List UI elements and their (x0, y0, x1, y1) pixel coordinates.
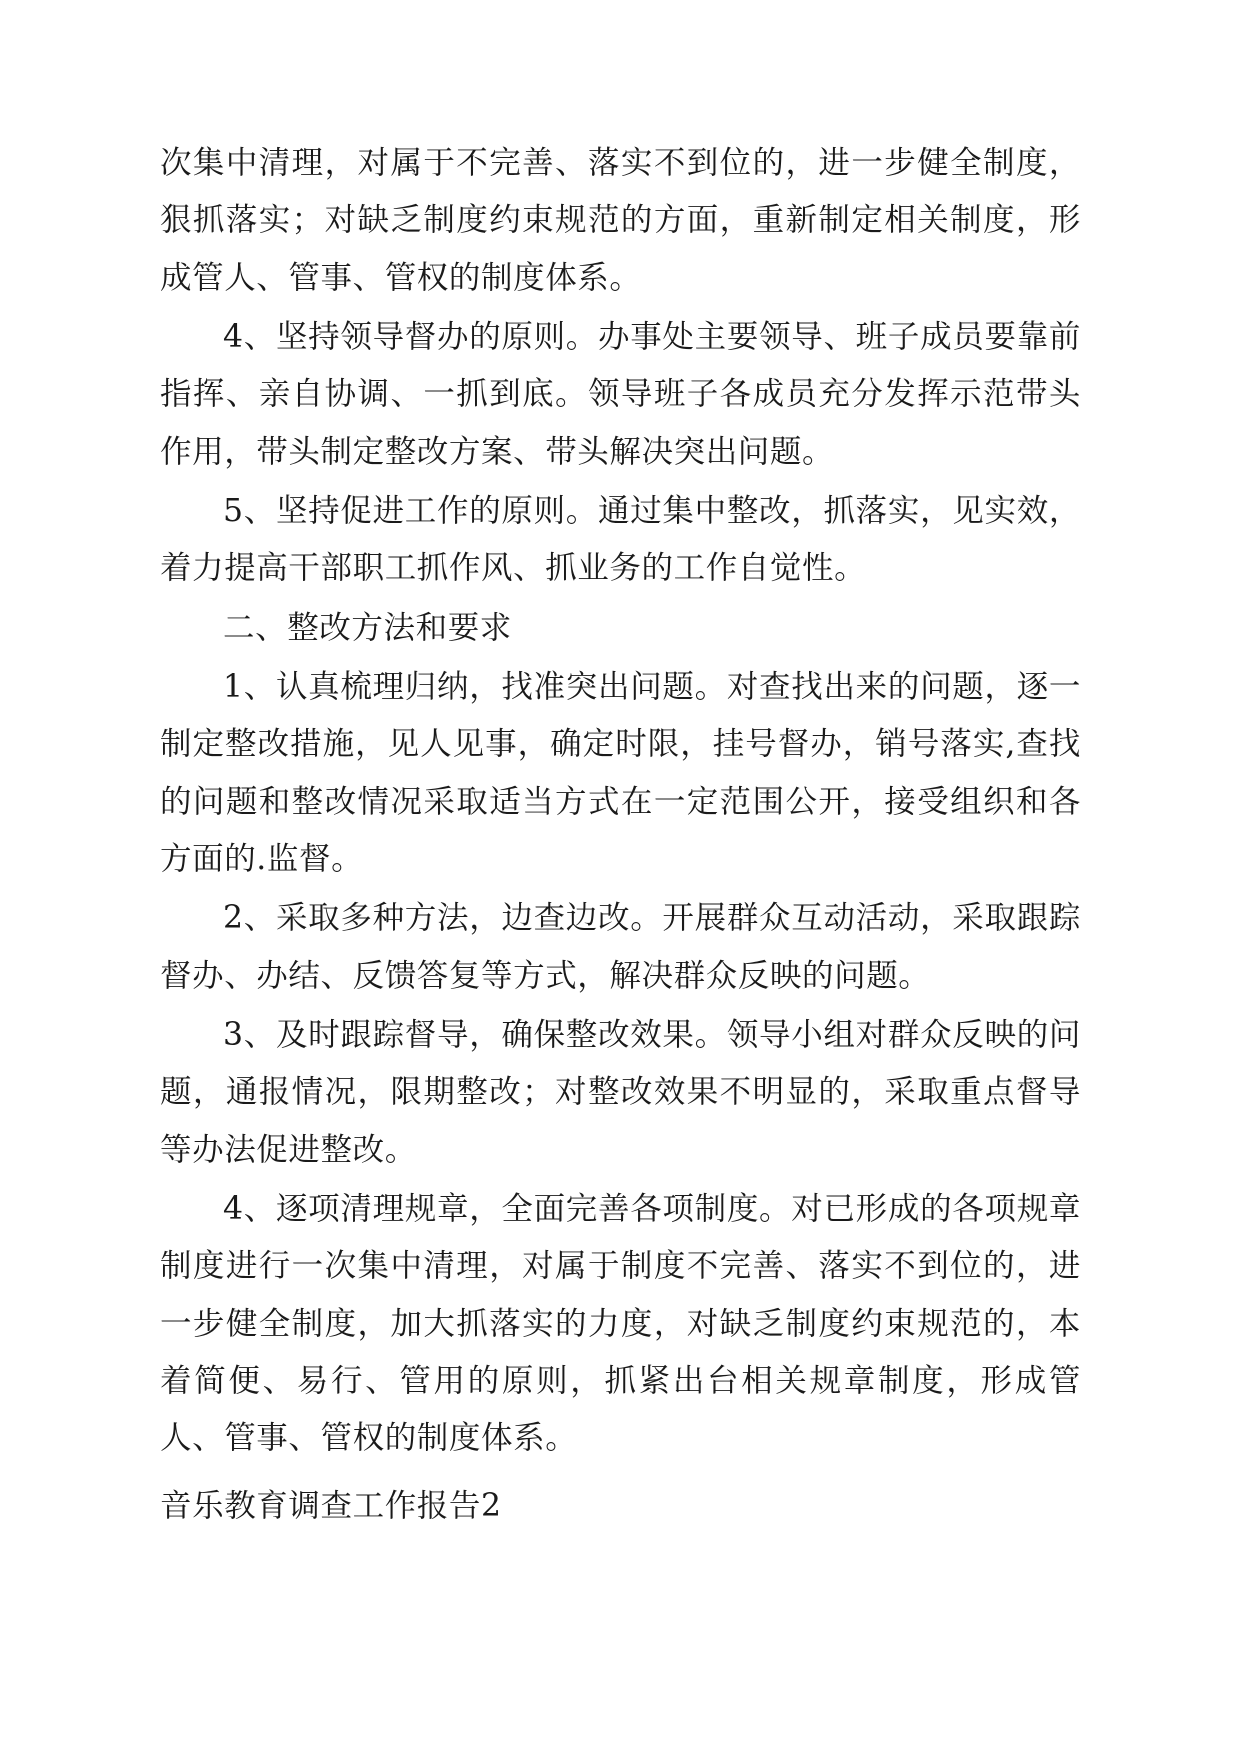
paragraph: 3、及时跟踪督导，确保整改效果。领导小组对群众反映的问题，通报情况，限期整改；对整改效果不明显的，采取重点督导等办法促进整改。 (160, 1016, 1081, 1168)
paragraph: 1、认真梳理归纳，找准突出问题。对查找出来的问题，逐一制定整改措施，见人见事，确定时限，挂号督办，销号落实,查找的问题和整改情况采取适当方式在一定范围公开，接受组织和各方面的.监督。 (160, 668, 1081, 877)
paragraph: 次集中清理，对属于不完善、落实不到位的，进一步健全制度，狠抓落实；对缺乏制度约束规范的方面，重新制定相关制度，形成管人、管事、管权的制度体系。 (160, 145, 1081, 296)
section-heading: 二、整改方法和要求 (223, 609, 512, 646)
paragraph: 2、采取多种方法，边查边改。开展群众互动活动，采取跟踪督办、办结、反馈答复等方式，解决群众反映的问题。 (160, 900, 1081, 994)
document-body (160, 135, 1081, 1535)
paragraph: 5、坚持促进工作的原则。通过集中整改，抓落实，见实效，着力提高干部职工抓作风、抓业务的工作自觉性。 (160, 492, 1081, 587)
next-section-title: 音乐教育调查工作报告2 (160, 1487, 502, 1524)
paragraph: 4、逐项清理规章，全面完善各项制度。对已形成的各项规章制度进行一次集中清理，对属于制度不完善、落实不到位的，进一步健全制度，加大抓落实的力度，对缺乏制度约束规范的，本着简便、易行、管用的原则，抓紧出台相关规章制度，形成管人、管事、管权的制度体系。 (160, 1190, 1081, 1457)
paragraph: 4、坚持领导督办的原则。办事处主要领导、班子成员要靠前指挥、亲自协调、一抓到底。领导班子各成员充分发挥示范带头作用，带头制定整改方案、带头解决突出问题。 (160, 318, 1081, 470)
